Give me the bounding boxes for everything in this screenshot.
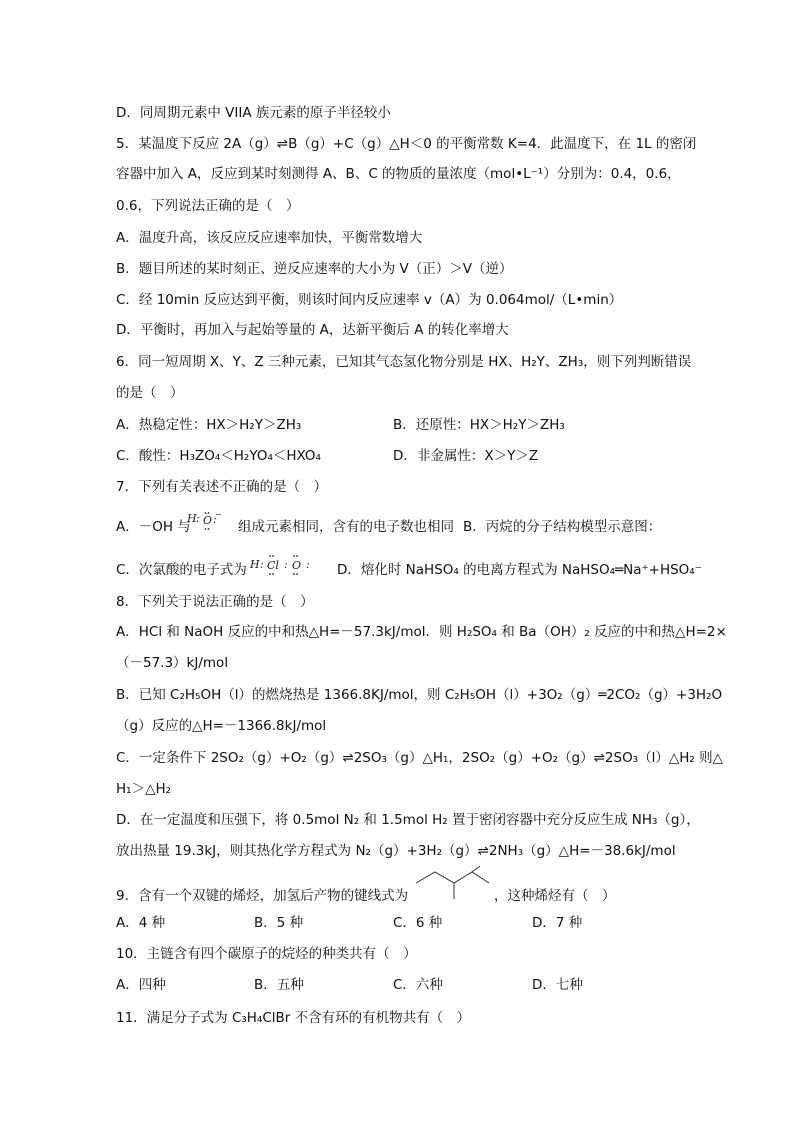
svg-text:−: − [215,510,222,519]
q8-option-b-line-2: （g）反应的△H=－1366.8kJ/mol [116,718,327,734]
q7-stem: 7．下列有关表述不正确的是（ ） [116,479,328,495]
q7-option-d: D．熔化时 NaHSO₄ 的电离方程式为 NaHSO₄═Na⁺+HSO₄⁻ [337,562,702,578]
svg-text::: : [284,558,288,571]
svg-text:O: O [203,514,213,527]
svg-text:Cl: Cl [267,559,279,572]
q7-option-c-prefix: C．次氯酸的电子式为 [116,562,247,578]
q6-option-a: A．热稳定性：HX＞H₂Y＞ZH₃ [116,417,302,433]
svg-text:H: H [250,558,260,571]
q7-option-a-suffix: 组成元素相同，含有的电子数也相同 [238,519,454,535]
q10-option-d: D．七种 [532,977,583,993]
q5-option-a: A．温度升高，该反应反应速率加快，平衡常数增大 [116,230,423,246]
q11-stem: 11．满足分子式为 C₃H₄ClBr 不含有环的有机物共有（ ） [116,1010,471,1026]
q7-option-a-prefix: A．－OH 与 [116,519,191,535]
q8-option-c-line-1: C．一定条件下 2SO₂（g）+O₂（g）⇌2SO₃（g）△H₁，2SO₂（g）+O₂（g）⇌2SO₃（l）△H₂ 则△ [116,750,723,766]
q5-stem-line-3: 0.6，下列说法正确的是（ ） [116,198,300,214]
q6-stem-line-1: 6．同一短周期 X、Y、Z 三种元素，已知其气态氢化物分别是 HX、H₂Y、ZH₃，则下列判断错误 [116,354,692,370]
q8-stem: 8．下列关于说法正确的是（ ） [116,594,314,610]
q8-option-b-line-1: B．已知 C₂H₅OH（l）的燃烧热是 1366.8KJ/mol，则 C₂H₅OH（l）+3O₂（g）═2CO₂（g）+3H₂O [116,687,723,703]
q5-option-c: C．经 10min 反应达到平衡，则该时间内反应速率 v（A）为 0.064mol/（L•min） [116,292,623,308]
q6-option-c: C．酸性：H₃ZO₄＜H₂YO₄＜HXO₄ [116,448,321,464]
q5-stem-line-1: 5．某温度下反应 2A（g）⇌B（g）+C（g）△H＜0 的平衡常数 K=4．此温度下，在 1L 的密闭 [116,136,697,152]
q10-option-b: B．五种 [254,977,304,993]
q5-stem-line-2: 容器中加入 A，反应到某时刻测得 A、B、C 的物质的量浓度（mol•L⁻¹）分别为：0.4，0.6， [116,166,681,182]
q4-option-d: D．同周期元素中 VIIA 族元素的原子半径较小 [116,105,391,121]
q8-option-c-line-2: H₁＞△H₂ [116,781,172,797]
q9-option-d: D．7 种 [532,915,583,931]
q7-option-c [116,560,247,580]
q10-stem: 10．主链含有四个碳原子的烷烃的种类共有（ ） [116,946,417,962]
q5-option-b: B．题目所述的某时刻正、逆反应速率的大小为 V（正）＞V（逆） [116,261,513,277]
q8-option-a-line-2: （－57.3）kJ/mol [116,655,229,671]
svg-text::: : [213,513,217,526]
hydroxide-electron-formula [185,509,227,535]
svg-text::: : [260,558,264,571]
q9-option-b: B．5 种 [254,915,304,931]
q10-option-c: C．六种 [393,977,443,993]
q6-stem-line-2: 的是（ ） [116,385,184,401]
q9-option-c: C．6 种 [393,915,443,931]
q9-stem-prefix: 9．含有一个双键的烯烃，加氢后产物的键线式为 [116,888,409,904]
q8-option-d-line-2: 放出热量 19.3kJ，则其热化学方程式为 N₂（g）+3H₂（g）⇌2NH₃（g）△H=－38.6kJ/mol [116,843,676,859]
q6-option-b: B．还原性：HX＞H₂Y＞ZH₃ [393,417,565,433]
q9-stem-suffix: ，这种烯烃有（ ） [494,888,616,904]
q9-option-a: A．4 种 [116,915,166,931]
q5-option-d: D．平衡时，再加入与起始等量的 A，达新平衡后 A 的转化率增大 [116,322,509,338]
q8-option-a-line-1: A．HCl 和 NaOH 反应的中和热△H=－57.3kJ/mol．则 H₂SO₄ 和 Ba（OH）₂ 反应的中和热△H=2× [116,624,727,640]
q6-option-d: D．非金属性：X＞Y＞Z [393,448,539,464]
q7-option-b: B．丙烷的分子结构模型示意图： [463,519,662,535]
q8-option-d-line-1: D．在一定温度和压强下，将 0.5mol N₂ 和 1.5mol H₂ 置于密闭容器中充分反应生成 NH₃（g）， [116,812,700,828]
q10-option-a: A．四种 [116,977,166,993]
q7-option-a [116,517,191,537]
svg-text:O: O [292,559,302,572]
skeletal-formula-diagram [414,866,494,904]
svg-text::: : [306,558,310,571]
svg-text::: : [196,512,200,525]
svg-text:H: H [187,512,197,525]
hypochlorous-acid-electron-formula [248,550,328,578]
